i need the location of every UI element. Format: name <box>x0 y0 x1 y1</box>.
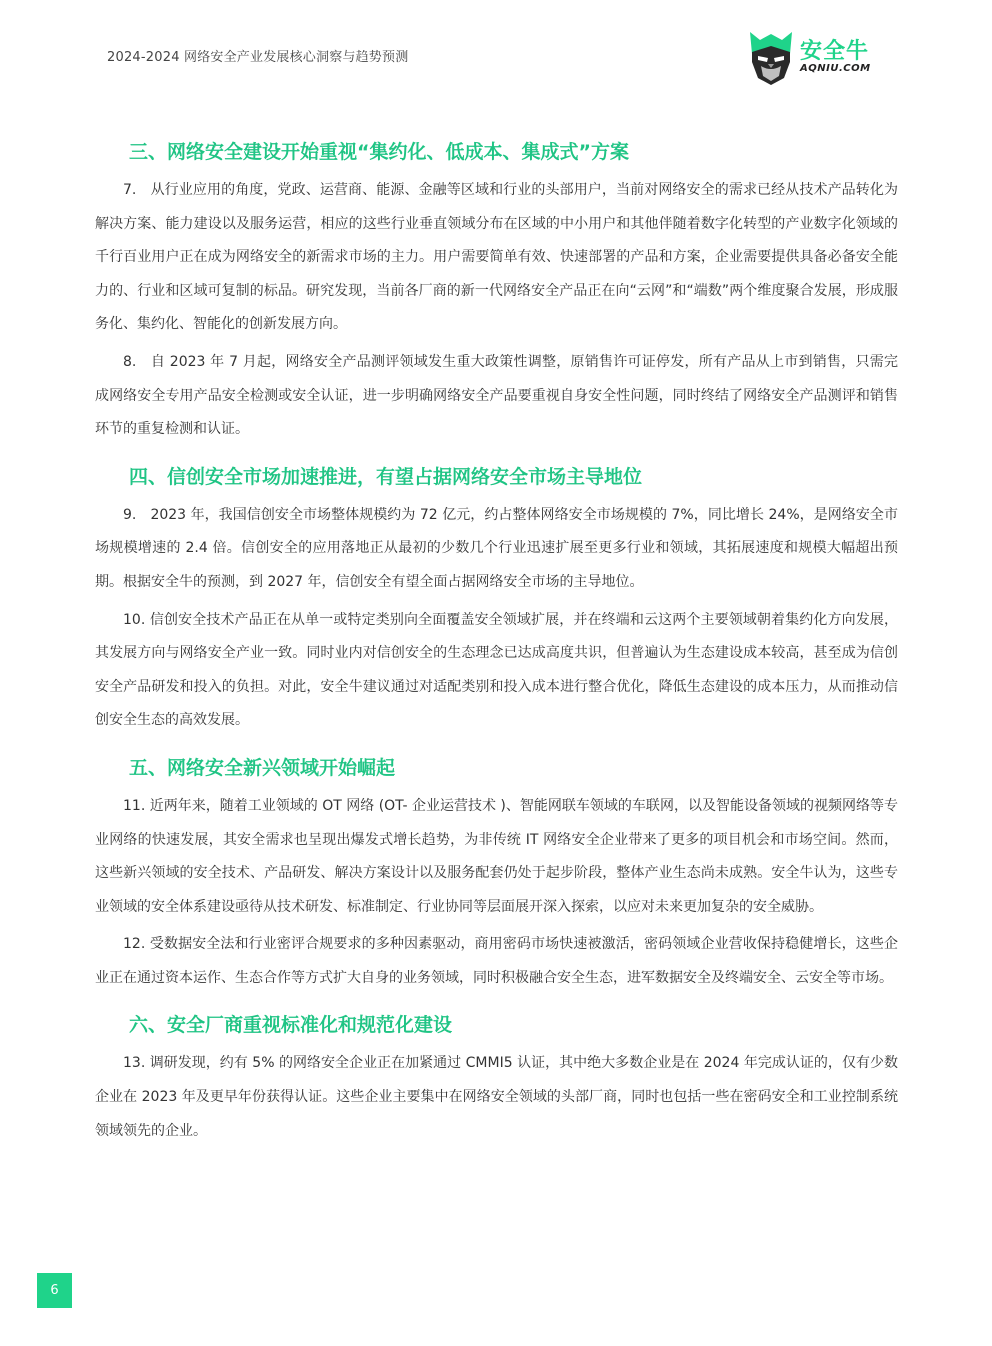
main-content <box>95 136 898 1148</box>
section-heading: 四、信创安全市场加速推进，有望占据网络安全市场主导地位 <box>129 465 643 488</box>
paragraph: 12. 受数据安全法和行业密评合规要求的多种因素驱动，商用密码市场快速被激活，密码领域企业营收保持稳健增长，这些企业正在通过资本运作、生态合作等方式扩大自身的业务领域，同时积极融合安全生态，进军数据安全及终端安全、云安全等市场。 <box>95 936 898 986</box>
page-number: 6 <box>37 1273 72 1308</box>
document-header-title: 2024-2024 网络安全产业发展核心洞察与趋势预测 <box>107 50 409 65</box>
brand-domain: AQNIU.COM <box>800 63 871 74</box>
paragraph: 11. 近两年来，随着工业领域的 OT 网络 (OT- 企业运营技术 )、智能网联车领域的车联网，以及智能设备领域的视频网络等专业网络的快速发展，其安全需求也呈现出爆发式增长趋势，为非传统 IT 网络安全企业带来了更多的项目机会和市场空间。然而，这些新兴领域的安全技术、产品研发、解决方案设计以及服务配套仍处于起步阶段，整体产业生态尚未成熟。安全牛认为，这些专业领域的安全体系建设亟待从技术研发、标准制定、行业协同等层面展开深入探索，以应对未来更加复杂的安全威胁。 <box>95 797 898 915</box>
warrior-mascot-icon <box>746 28 796 86</box>
brand-name: 安全牛 <box>800 39 870 64</box>
paragraph: 9. 2023 年，我国信创安全市场整体规模约为 72 亿元，约占整体网络安全市场规模的 7%，同比增长 24%，是网络安全市场规模增速的 2.4 倍。信创安全的应用落地正从最初的少数几个行业迅速扩展至更多行业和领域，其拓展速度和规模大幅超出预期。根据安全牛的预测，到 2027 年，信创安全有望全面占据网络安全市场的主导地位。 <box>95 506 898 590</box>
paragraph: 13. 调研发现，约有 5% 的网络安全企业正在加紧通过 CMMI5 认证，其中绝大多数企业是在 2024 年完成认证的，仅有少数企业在 2023 年及更早年份获得认证。这些企业主要集中在网络安全领域的头部厂商，同时也包括一些在密码安全和工业控制系统领域领先的企业。 <box>95 1055 898 1139</box>
section-heading: 五、网络安全新兴领域开始崛起 <box>129 756 396 779</box>
section-heading: 六、安全厂商重视标准化和规范化建设 <box>129 1014 453 1037</box>
brand-logo <box>746 28 876 86</box>
paragraph: 8. 自 2023 年 7 月起，网络安全产品测评领域发生重大政策性调整，原销售许可证停发，所有产品从上市到销售，只需完成网络安全专用产品安全检测或安全认证，进一步明确网络安全产品要重视自身安全性问题，同时终结了网络安全产品测评和销售环节的重复检测和认证。 <box>95 353 898 438</box>
paragraph: 10. 信创安全技术产品正在从单一或特定类别向全面覆盖安全领域扩展，并在终端和云这两个主要领域朝着集约化方向发展，其发展方向与网络安全产业一致。同时业内对信创安全的生态理念已达成高度共识，但普遍认为生态建设成本较高，甚至成为信创安全产品研发和投入的负担。对此，安全牛建议通过对适配类别和投入成本进行整合优化，降低生态建设的成本压力，从而推动信创安全生态的高效发展。 <box>95 611 898 729</box>
paragraph: 7. 从行业应用的角度，党政、运营商、能源、金融等区域和行业的头部用户，当前对网络安全的需求已经从技术产品转化为解决方案、能力建设以及服务运营，相应的这些行业垂直领域分布在区域的中小用户和其他伴随着数字化转型的产业数字化领域的千行百业用户正在成为网络安全的新需求市场的主力。用户需要简单有效、快速部署的产品和方案，企业需要提供具备必备安全能力的、行业和区域可复制的标品。研究发现，当前各厂商的新一代网络安全产品正在向“云网”和“端数”两个维度聚合发展，形成服务化、集约化、智能化的创新发展方向。 <box>95 182 898 333</box>
section-heading: 三、网络安全建设开始重视“集约化、低成本、集成式”方案 <box>129 141 629 163</box>
